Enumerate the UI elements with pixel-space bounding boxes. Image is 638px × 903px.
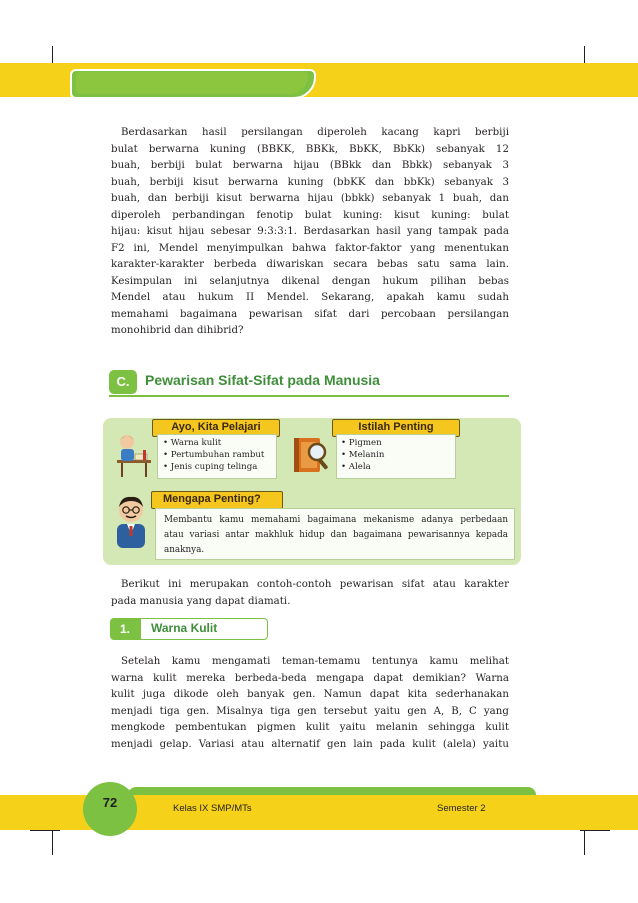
text-line: menjadi gelap. Variasi atau alternatif gen lain pada kulit (alela) yaitu <box>111 738 509 750</box>
subsection-badge: 1. <box>110 618 140 640</box>
text-line: Setelah kamu mengamati teman-temamu tentunya kamu melihat <box>121 656 509 667</box>
terms-item: • Alela <box>341 462 371 472</box>
text-line: diperoleh perbandingan fenotip bulat kuning: kisut kuning: bulat <box>111 209 509 221</box>
text-line: Berdasarkan hasil persilangan diperoleh kacang kapri berbiji <box>121 127 509 138</box>
why-text <box>164 513 508 558</box>
text-line: Mendel atau hukum II Mendel. Sekarang, apakah kamu sudah <box>111 292 509 303</box>
learn-item: • Warna kulit <box>163 438 222 448</box>
terms-label: Istilah Penting <box>332 419 460 437</box>
text-line: Berikut ini merupakan contoh-contoh pewarisan sifat atau karakter <box>121 579 509 590</box>
footer-accent <box>128 787 536 795</box>
learn-label: Ayo, Kita Pelajari <box>152 419 280 437</box>
text-line: anaknya. <box>164 545 205 555</box>
text-line: monohibrid dan dihibrid? <box>111 325 244 336</box>
text-line: Membantu kamu memahami bagaimana mekanisme adanya perbedaan <box>164 515 508 525</box>
learn-item: • Pertumbuhan rambut <box>163 450 265 460</box>
footer-class-label: Kelas IX SMP/MTs <box>173 803 252 814</box>
text-line: menjadi tiga gen. Misalnya tiga gen tersebut yaitu gen A, B, C yang <box>111 705 509 717</box>
section-title: Pewarisan Sifat-Sifat pada Manusia <box>145 372 380 388</box>
text-line: kulit juga dikode oleh banyak gen. Namun dapat kita sederhanakan <box>111 689 509 700</box>
text-line: F2 ini, Mendel menyimpulkan bahwa faktor-faktor yang menentukan <box>111 242 509 254</box>
intro-paragraph <box>111 125 509 340</box>
text-line: atau variasi antar makhluk hidup dan bagaimana pewarisannya kepada <box>164 530 508 540</box>
subsection-title: Warna Kulit <box>140 618 268 640</box>
student-desk-icon <box>113 430 155 480</box>
transition-paragraph <box>111 577 509 610</box>
section-underline <box>109 395 509 397</box>
text-line: mengkode pembentukan pigmen kulit yaitu melanin sehingga kulit <box>111 722 509 733</box>
teacher-icon <box>109 492 153 548</box>
terms-item: • Pigmen <box>341 438 382 448</box>
text-line: bulat berwarna kuning (BBKK, BBKk, BbKK, BbKk) sebanyak 12 <box>111 143 509 155</box>
header-tab-inner <box>76 72 308 94</box>
text-line: pada manusia yang dapat diamati. <box>111 595 291 607</box>
crop-mark <box>580 830 610 831</box>
text-line: karakter-karakter berbeda diwariskan secara bebas satu sama lain. <box>111 259 509 270</box>
text-line: warna kulit mereka berbeda-beda mengapa dapat demikian? Warna <box>111 672 509 684</box>
text-line: buah, dan berbiji kisut berwarna hijau (bbkk) sebanyak 1 buah, dan <box>111 193 509 204</box>
learn-item: • Jenis cuping telinga <box>163 462 258 472</box>
skin-paragraph <box>111 654 509 753</box>
why-label: Mengapa Penting? <box>151 491 283 509</box>
text-line: Kesimpulan ini selanjutnya dikenal dengan hukum pilihan bebas <box>111 275 509 287</box>
crop-mark <box>30 830 60 831</box>
terms-item: • Melanin <box>341 450 385 460</box>
footer-semester-label: Semester 2 <box>437 803 486 814</box>
text-line: buah, berbiji kisut berwarna kuning (bbKK dan bbKk) sebanyak 3 <box>111 176 509 188</box>
book-magnifier-icon <box>290 434 334 476</box>
text-line: memahami bagaimana pewarisan sifat dari percobaan persilangan <box>111 308 509 320</box>
page-number: 72 <box>102 795 118 810</box>
text-line: hijau: kisut hijau sebesar 9:3:3:1. Berdasarkan hasil yang tampak pada <box>111 226 509 237</box>
text-line: buah, berbiji bulat berwarna hijau (BBkk dan Bbkk) sebanyak 3 <box>111 160 509 171</box>
section-badge: C. <box>109 370 137 394</box>
